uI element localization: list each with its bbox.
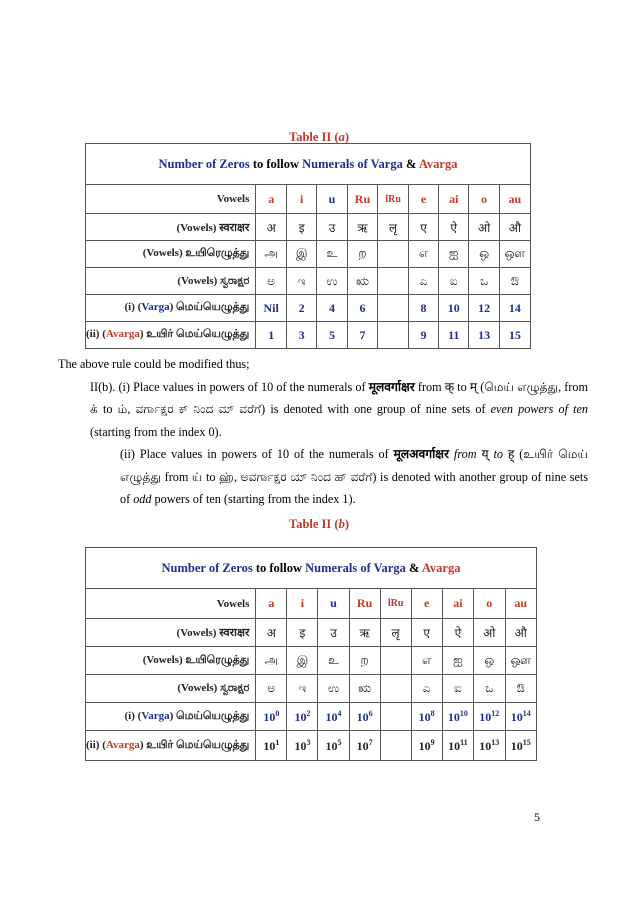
power-cell: $10^{11}$ <box>442 731 473 761</box>
vowel-cell: a <box>256 185 287 214</box>
avarga-row <box>86 322 531 349</box>
vowel-cell: Ru <box>347 185 378 214</box>
value-cell: Nil <box>256 295 287 322</box>
script-cell: इ <box>287 214 317 241</box>
tamil-row <box>86 241 531 268</box>
vowel-cell: i <box>287 589 318 619</box>
vowel-header-row <box>86 185 531 214</box>
script-cell: ಉ <box>318 675 349 703</box>
vowel-cell: u <box>317 185 347 214</box>
script-cell: ಔ <box>505 675 537 703</box>
vowel-cell: Ru <box>349 589 380 619</box>
vowels-label: Vowels <box>86 589 256 619</box>
intro-line: The above rule could be modified thus; <box>58 357 250 371</box>
vowel-cell: au <box>499 185 530 214</box>
value-cell: 10 <box>439 295 469 322</box>
vowel-cell: o <box>469 185 499 214</box>
script-cell: ಒ <box>469 268 499 295</box>
power-cell: $10^9$ <box>411 731 442 761</box>
value-cell <box>378 295 409 322</box>
script-cell: ಐ <box>439 268 469 295</box>
script-cell: ಒ <box>474 675 505 703</box>
script-cell: உ <box>317 241 347 268</box>
script-cell: ஔ <box>499 241 530 268</box>
value-cell: 9 <box>408 322 438 349</box>
kannada-row <box>86 268 531 295</box>
row-label: (Vowels) உயிரெழுத்து <box>86 647 256 675</box>
rule-i: II(b). (i) Place values in powers of 10 of the numerals of मूलवर्गाक्षर from क् to म् (மெய் எழுத்து, from க் to ம், ವರ್ಗಾಕ್ಷರ ಕ್ ನಿಂದ ಮ್ ವರೆಗೆ) is denoted with one group of nine sets of even powers of ten (starting from the index 0). <box>90 379 588 439</box>
script-cell: ஐ <box>442 647 473 675</box>
script-cell: ए <box>408 214 438 241</box>
devanagari-row <box>86 619 537 647</box>
script-cell <box>378 241 409 268</box>
value-cell: 3 <box>287 322 317 349</box>
table-2b-caption: Table II (b) <box>289 517 349 531</box>
power-cell: $10^3$ <box>287 731 318 761</box>
script-cell: ಋ <box>349 675 380 703</box>
script-cell: इ <box>287 619 318 647</box>
vowel-cell: ai <box>439 185 469 214</box>
script-cell: ऐ <box>439 214 469 241</box>
table-2a-title: Number of Zeros to follow Numerals of Varga & Avarga <box>86 144 531 185</box>
power-cell: $10^7$ <box>349 731 380 761</box>
page-number: 5 <box>534 810 540 824</box>
script-cell: उ <box>317 214 347 241</box>
script-cell: ಐ <box>442 675 473 703</box>
kannada-row <box>86 675 537 703</box>
script-cell: ओ <box>474 619 505 647</box>
value-cell: 11 <box>439 322 469 349</box>
script-cell: ಎ <box>411 675 442 703</box>
script-cell: எ <box>411 647 442 675</box>
row-label: (ii) (Avarga) உயிர் மெய்யெழுத்து <box>86 322 256 349</box>
script-cell: அ <box>256 241 287 268</box>
script-cell: ಇ <box>287 268 317 295</box>
script-cell: ஒ <box>474 647 505 675</box>
row-label: (Vowels) உயிரெழுத்து <box>86 241 256 268</box>
avarga-power-row <box>86 731 537 761</box>
rule-ii: (ii) Place values in powers of 10 of the numerals of मूलअवर्गाक्षर from य् to ह् (உயிர் மெய் எழுத்து from ய் to ஹ், ಅವರ್ಗಾಕ್ಷರ ಯ್ ನಿಂದ ಹ್ ವರೆಗೆ) is denoted with another group of nine sets of odd powers of ten (starting from the index 1). <box>120 447 588 506</box>
varga-row <box>86 295 531 322</box>
value-cell: 4 <box>317 295 347 322</box>
script-cell: ए <box>411 619 442 647</box>
vowel-header-row <box>86 589 537 619</box>
row-label: (i) (Varga) மெய்யெழுத்து <box>86 703 256 731</box>
script-cell: ற <box>349 647 380 675</box>
power-cell: $10^2$ <box>287 703 318 731</box>
value-cell: 15 <box>499 322 530 349</box>
varga-power-row <box>86 703 537 731</box>
table-2b <box>85 547 537 761</box>
devanagari-row <box>86 214 531 241</box>
script-cell: ಅ <box>256 268 287 295</box>
script-cell: இ <box>287 647 318 675</box>
script-cell: ऋ <box>347 214 378 241</box>
script-cell: ஒ <box>469 241 499 268</box>
script-cell: औ <box>499 214 530 241</box>
value-cell: 13 <box>469 322 499 349</box>
script-cell: औ <box>505 619 537 647</box>
script-cell: ஐ <box>439 241 469 268</box>
script-cell: लृ <box>378 214 409 241</box>
table-2a-caption: Table II (a) <box>289 130 349 144</box>
row-label: (Vowels) ಸ್ವರಾಕ್ಷರ <box>86 268 256 295</box>
script-cell: अ <box>256 214 287 241</box>
power-cell: $10^{10}$ <box>442 703 473 731</box>
vowel-cell: i <box>287 185 317 214</box>
script-cell: ಋ <box>347 268 378 295</box>
vowel-cell: ai <box>442 589 473 619</box>
script-cell: उ <box>318 619 349 647</box>
table-2b-title: Number of Zeros to follow Numerals of Varga & Avarga <box>86 548 537 589</box>
vowel-cell: lRu <box>378 185 409 214</box>
script-cell: ಅ <box>256 675 287 703</box>
power-cell <box>380 731 411 761</box>
power-cell: $10^0$ <box>256 703 287 731</box>
power-cell: $10^5$ <box>318 731 349 761</box>
vowel-cell: au <box>505 589 537 619</box>
script-cell: ಇ <box>287 675 318 703</box>
script-cell: அ <box>256 647 287 675</box>
script-cell: ಉ <box>317 268 347 295</box>
script-cell: எ <box>408 241 438 268</box>
row-label: (ii) (Avarga) உயிர் மெய்யெழுத்து <box>86 731 256 761</box>
script-cell: ற <box>347 241 378 268</box>
row-label: (Vowels) स्वराक्षर <box>86 214 256 241</box>
value-cell: 14 <box>499 295 530 322</box>
row-label: (i) (Varga) மெய்யெழுத்து <box>86 295 256 322</box>
vowel-cell: a <box>256 589 287 619</box>
script-cell: ಔ <box>499 268 530 295</box>
vowels-label: Vowels <box>86 185 256 214</box>
table-2a <box>85 143 531 349</box>
value-cell: 8 <box>408 295 438 322</box>
script-cell: உ <box>318 647 349 675</box>
power-cell: $10^8$ <box>411 703 442 731</box>
power-cell: $10^1$ <box>256 731 287 761</box>
power-cell <box>380 703 411 731</box>
script-cell: ओ <box>469 214 499 241</box>
row-label: (Vowels) ಸ್ವರಾಕ್ಷರ <box>86 675 256 703</box>
script-cell <box>378 268 409 295</box>
script-cell: இ <box>287 241 317 268</box>
vowel-cell: lRu <box>380 589 411 619</box>
power-cell: $10^{13}$ <box>474 731 505 761</box>
power-cell: $10^{15}$ <box>505 731 537 761</box>
value-cell: 2 <box>287 295 317 322</box>
value-cell: 1 <box>256 322 287 349</box>
row-label: (Vowels) स्वराक्षर <box>86 619 256 647</box>
script-cell: ऐ <box>442 619 473 647</box>
vowel-cell: o <box>474 589 505 619</box>
body-paragraph <box>58 353 588 511</box>
script-cell: लृ <box>380 619 411 647</box>
script-cell: ஔ <box>505 647 537 675</box>
power-cell: $10^4$ <box>318 703 349 731</box>
tamil-row <box>86 647 537 675</box>
value-cell: 12 <box>469 295 499 322</box>
power-cell: $10^{14}$ <box>505 703 537 731</box>
power-cell: $10^6$ <box>349 703 380 731</box>
value-cell <box>378 322 409 349</box>
vowel-cell: e <box>408 185 438 214</box>
script-cell <box>380 675 411 703</box>
script-cell: ऋ <box>349 619 380 647</box>
script-cell: अ <box>256 619 287 647</box>
value-cell: 7 <box>347 322 378 349</box>
vowel-cell: e <box>411 589 442 619</box>
script-cell: ಎ <box>408 268 438 295</box>
vowel-cell: u <box>318 589 349 619</box>
value-cell: 5 <box>317 322 347 349</box>
value-cell: 6 <box>347 295 378 322</box>
power-cell: $10^{12}$ <box>474 703 505 731</box>
script-cell <box>380 647 411 675</box>
